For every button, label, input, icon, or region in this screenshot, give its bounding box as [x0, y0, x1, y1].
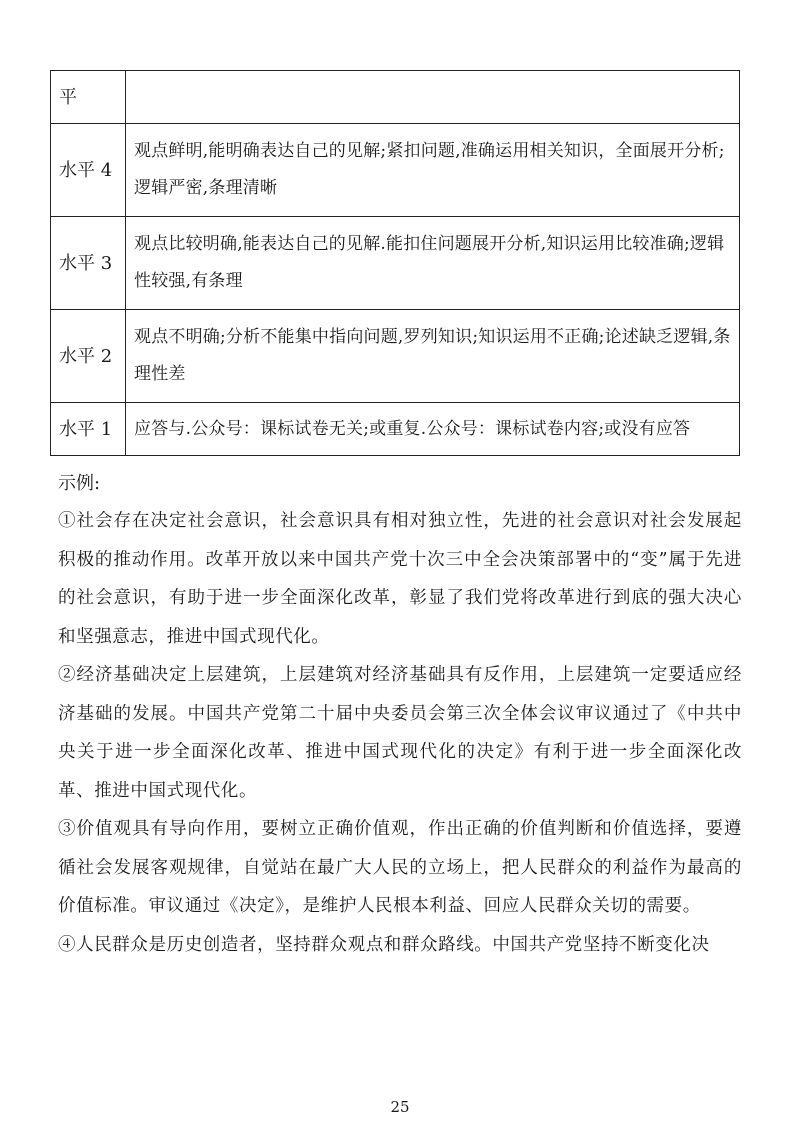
table-row — [51, 403, 740, 456]
page-number: 25 — [390, 1098, 410, 1116]
example-paragraph-2: ②经济基础决定上层建筑，上层建筑对经济基础具有反作用，上层建筑一定要适应经济基础的发展。中国共产党第二十届中央委员会第三次全体会议审议通过了《中共中央关于进一步全面深化改革、推进中国式现代化的决定》有利于进一步全面深化改革、推进中国式现代化。 — [58, 665, 742, 801]
description-cell: 观点不明确;分析不能集中指向问题,罗列知识;知识运用不正确;论述缺乏逻辑,条理性差 — [126, 310, 740, 403]
scoring-rubric-table — [50, 70, 740, 456]
table-row — [51, 124, 740, 217]
example-paragraph-3: ③价值观具有导向作用，要树立正确价值观，作出正确的价值判断和价值选择，要遵循社会发展客观规律，自觉站在最广大人民的立场上，把人民群众的利益作为最高的价值标准。审议通过《决定》，是维护人民根本利益、回应人民群众关切的需要。 — [58, 819, 742, 916]
level-cell: 水平 4 — [51, 124, 126, 217]
table-row — [51, 310, 740, 403]
example-label: 示例: — [58, 473, 101, 494]
example-paragraph-1: ①社会存在决定社会意识，社会意识具有相对独立性，先进的社会意识对社会发展起积极的推动作用。改革开放以来中国共产党十次三中全会决策部署中的“变”属于先进的社会意识，有助于进一步全面深化改革，彰显了我们党将改革进行到底的强大决心和坚强意志，推进中国式现代化。 — [58, 511, 742, 647]
description-cell: 观点鲜明,能明确表达自己的见解;紧扣问题,准确运用相关知识，全面展开分析;逻辑严密,条理清晰 — [126, 124, 740, 217]
example-paragraphs — [58, 502, 742, 964]
level-cell: 水平 3 — [51, 217, 126, 310]
example-paragraph-4: ④人民群众是历史创造者，坚持群众观点和群众路线。中国共产党坚持不断变化决 — [58, 934, 710, 955]
level-cell: 水平 1 — [51, 403, 126, 456]
table-row — [51, 71, 740, 124]
level-cell: 平 — [51, 71, 126, 124]
description-cell: 观点比较明确,能表达自己的见解.能扣住问题展开分析,知识运用比较准确;逻辑性较强,有条理 — [126, 217, 740, 310]
description-cell — [126, 71, 740, 124]
description-cell: 应答与.公众号：课标试卷无关;或重复.公众号：课标试卷内容;或没有应答 — [126, 403, 740, 456]
table-row — [51, 217, 740, 310]
level-cell: 水平 2 — [51, 310, 126, 403]
